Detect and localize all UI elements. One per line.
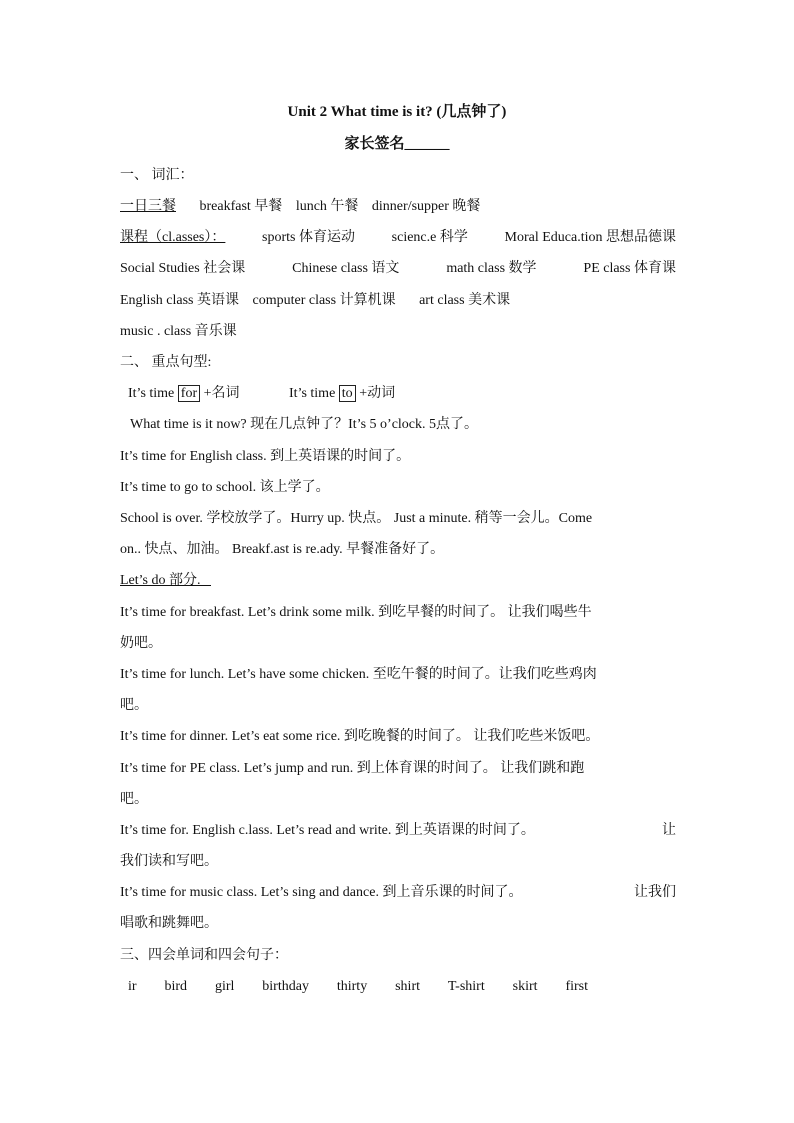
class-item: English class 英语课 (120, 293, 239, 308)
class-item: art class 美术课 (419, 293, 511, 308)
pattern-1-prefix: It’s time (128, 386, 175, 401)
lets-do-line: It’s time for lunch. Let’s have some chicken. 至吃午餐的时间了。让我们吃些鸡肉 (120, 667, 597, 682)
word-item: bird (164, 979, 188, 994)
word-item: birthday (262, 979, 309, 994)
class-item: math class 数学 (446, 261, 537, 276)
meal-item: dinner/supper 晚餐 (371, 199, 481, 214)
lets-do-text: It’s time for music class. Let’s sing and dance. 到上音乐课的时间了。 (120, 885, 523, 900)
sentence-line: What time is it now? 现在几点钟了？It’s 5 o’clock. 5点了。 (130, 417, 479, 432)
class-item: Chinese class 语文 (292, 261, 400, 276)
sentence-line: It’s time for English class. 到上英语课的时间了。 (120, 449, 411, 464)
lets-do-line: 我们读和写吧。 (120, 854, 218, 869)
classes-line-1 (120, 228, 676, 248)
lets-do-line (120, 883, 676, 903)
pattern-1-boxed-word: for (178, 385, 200, 402)
meals-line (120, 197, 676, 217)
lets-do-line: It’s time for PE class. Let’s jump and run. 到上体育课的时间了。 让我们跳和跑 (120, 761, 585, 776)
lets-do-label: Let’s do 部分. (120, 573, 201, 588)
sentence-line: School is over. 学校放学了。Hurry up. 快点。 Just a minute. 稍等一会儿。Come (120, 511, 593, 526)
section-3-heading: 三、四会单词和四会句子： (120, 948, 288, 963)
lets-do-line: It’s time for breakfast. Let’s drink some milk. 到吃早餐的时间了。 让我们喝些牛 (120, 605, 592, 620)
lets-do-text-tail: 让我们 (634, 885, 676, 900)
pattern-2-prefix: It’s time (289, 386, 336, 401)
lets-do-text-tail: 让 (662, 823, 676, 838)
lets-do-line: 奶吧。 (120, 636, 162, 651)
classes-label: 课程（cl.asses）： (120, 230, 226, 245)
classes-line-2 (120, 259, 676, 279)
meal-item: lunch 午餐 (295, 199, 359, 214)
sentence-patterns-line (128, 384, 684, 404)
class-item: PE class 体育课 (583, 261, 676, 276)
pattern-1-suffix: +名词 (203, 386, 240, 401)
lets-do-line: 吧。 (120, 698, 148, 713)
sentence-line: It’s time to go to school. 该上学了。 (120, 480, 330, 495)
classes-line-3 (120, 291, 676, 311)
class-item: computer class 计算机课 (252, 293, 396, 308)
word-item: skirt (512, 979, 538, 994)
section-2-heading: 二、 重点句型: (120, 355, 212, 370)
word-item: shirt (395, 979, 420, 994)
lets-do-line: 吧。 (120, 792, 148, 807)
word-list (128, 977, 588, 997)
class-item: Moral Educa.tion 思想品德课 (504, 230, 676, 245)
class-item: scienc.e 科学 (391, 230, 468, 245)
word-item: T-shirt (447, 979, 485, 994)
section-1-heading: 一、 词汇： (120, 168, 194, 183)
lets-do-text: It’s time for. English c.lass. Let’s read and write. 到上英语课的时间了。 (120, 823, 535, 838)
lets-do-heading (120, 571, 676, 591)
sentence-line: on.. 快点、加油。 Breakf.ast is re.ady. 早餐准备好了。 (120, 542, 445, 557)
class-item: Social Studies 社会课 (120, 261, 246, 276)
word-item: thirty (336, 979, 368, 994)
word-item: girl (214, 979, 235, 994)
meal-item: breakfast 早餐 (199, 199, 283, 214)
parent-signature-line: 家长签名______ (344, 136, 450, 152)
pattern-2-suffix: +动词 (359, 386, 396, 401)
lets-do-line (120, 821, 676, 841)
lets-do-line: 唱歌和跳舞吧。 (120, 916, 218, 931)
document-title: Unit 2 What time is it? (几点钟了) (287, 104, 507, 120)
classes-line-4: music . class 音乐课 (120, 324, 237, 339)
lets-do-line: It’s time for dinner. Let’s eat some rice. 到吃晚餐的时间了。 让我们吃些米饭吧。 (120, 729, 600, 744)
meals-label: 一日三餐 (120, 199, 176, 214)
class-item: sports 体育运动 (262, 230, 355, 245)
word-item: ir (128, 979, 137, 994)
word-item: first (565, 979, 588, 994)
pattern-2-boxed-word: to (339, 385, 356, 402)
